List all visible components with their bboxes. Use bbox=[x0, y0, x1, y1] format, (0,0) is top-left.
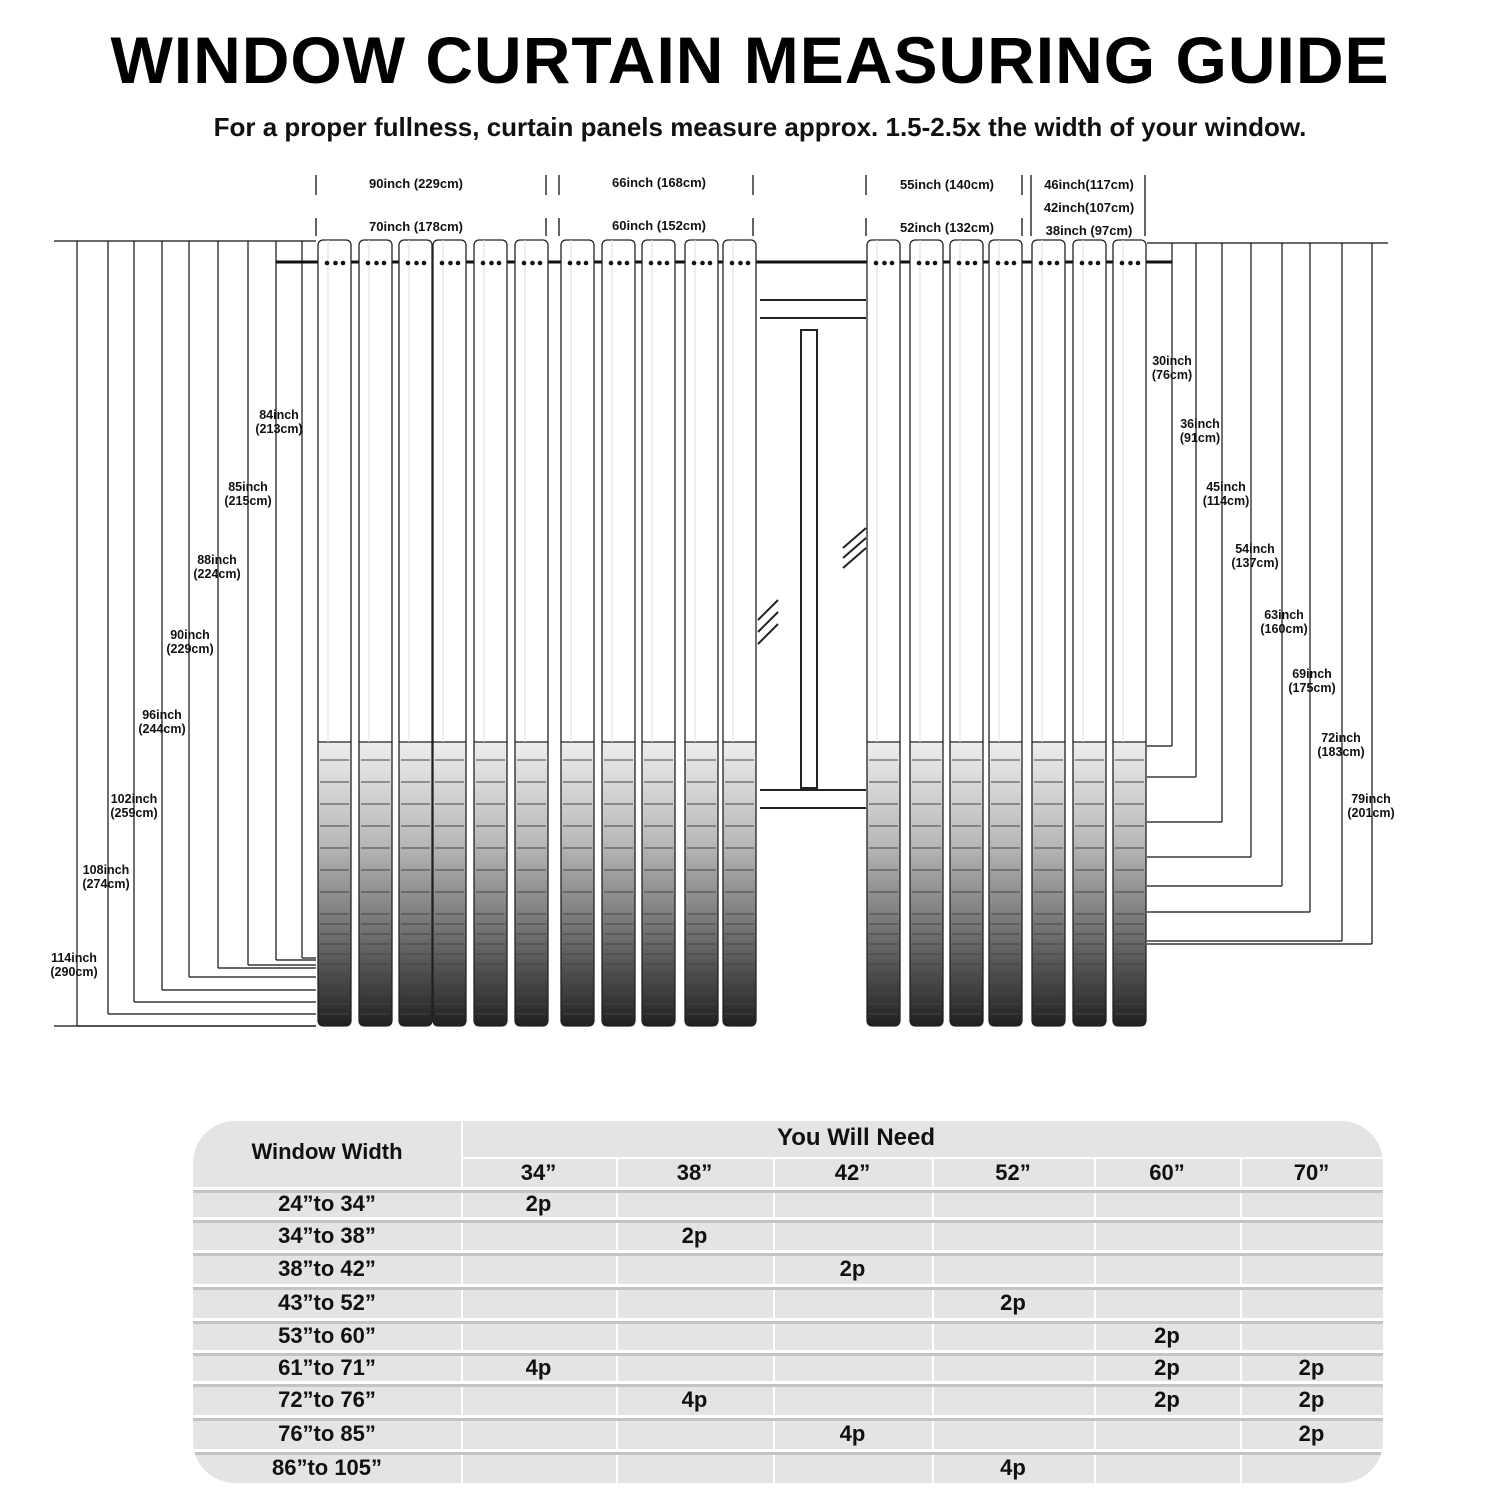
grommet-icon bbox=[538, 261, 543, 266]
length-label-cm: (215cm) bbox=[224, 494, 272, 508]
length-label-inch: 108inch bbox=[82, 863, 130, 877]
grommet-icon bbox=[374, 261, 379, 266]
curtain-panels bbox=[318, 240, 1146, 1026]
grommet-icon bbox=[933, 261, 938, 266]
table-cell-value: 2p bbox=[1298, 1387, 1325, 1412]
table-cell-value: 2p bbox=[1154, 1323, 1180, 1348]
table-cell-value: 2p bbox=[1298, 1421, 1325, 1446]
grommet-icon bbox=[609, 261, 614, 266]
grommet-icon bbox=[422, 261, 427, 266]
grommet-icon bbox=[917, 261, 922, 266]
width-label-70: 70inch (178cm) bbox=[369, 219, 463, 234]
table-row-label: 61”to 71” bbox=[278, 1355, 376, 1380]
table-column-header: 70” bbox=[1293, 1160, 1330, 1185]
table-cell-value: 4p bbox=[681, 1387, 708, 1412]
grommet-icon bbox=[1128, 261, 1133, 266]
curtain-panel bbox=[1113, 240, 1146, 1026]
length-label-inch: 90inch bbox=[170, 628, 210, 642]
width-label-38: 38inch (97cm) bbox=[1045, 223, 1133, 238]
grommet-icon bbox=[617, 261, 622, 266]
curtain-panel bbox=[399, 240, 432, 1026]
curtain-panel bbox=[1073, 240, 1106, 1026]
table-divider bbox=[461, 1157, 1383, 1159]
table-column-header: 34” bbox=[520, 1160, 557, 1185]
grommet-icon bbox=[1120, 261, 1125, 266]
grommet-icon bbox=[1004, 261, 1009, 266]
grommet-icon bbox=[1047, 261, 1052, 266]
grommet-icon bbox=[568, 261, 573, 266]
curtain-panel bbox=[561, 240, 594, 1026]
curtain-panel bbox=[474, 240, 507, 1026]
length-label-inch: 54inch bbox=[1235, 542, 1275, 556]
grommet-icon bbox=[440, 261, 445, 266]
grommet-icon bbox=[489, 261, 494, 266]
length-label-inch: 96inch bbox=[142, 708, 182, 722]
curtain-panel bbox=[989, 240, 1022, 1026]
curtain-panel bbox=[642, 240, 675, 1026]
grommet-icon bbox=[692, 261, 697, 266]
length-label-cm: (137cm) bbox=[1231, 556, 1279, 570]
grommet-icon bbox=[730, 261, 735, 266]
grommet-icon bbox=[341, 261, 346, 266]
table-column-header: 38” bbox=[676, 1160, 713, 1185]
width-label-66: 66inch (168cm) bbox=[612, 175, 706, 190]
grommet-icon bbox=[1096, 261, 1101, 266]
grommet-icon bbox=[333, 261, 338, 266]
curtain-diagram bbox=[0, 160, 1500, 1060]
grommet-icon bbox=[497, 261, 502, 266]
grommet-icon bbox=[414, 261, 419, 266]
grommet-icon bbox=[700, 261, 705, 266]
table-row-label: 76”to 85” bbox=[278, 1421, 376, 1446]
width-label-46: 46inch(117cm) bbox=[1044, 177, 1134, 192]
grommet-icon bbox=[738, 261, 743, 266]
length-label-inch: 72inch bbox=[1321, 731, 1361, 745]
width-label-55: 55inch (140cm) bbox=[900, 177, 994, 192]
table-cell-value: 4p bbox=[1000, 1455, 1026, 1480]
grommet-icon bbox=[584, 261, 589, 266]
grommet-icon bbox=[481, 261, 486, 266]
page-title: WINDOW CURTAIN MEASURING GUIDE bbox=[110, 23, 1390, 97]
length-label-inch: 63inch bbox=[1264, 608, 1304, 622]
length-label-cm: (91cm) bbox=[1179, 431, 1221, 445]
length-label-cm: (244cm) bbox=[138, 722, 186, 736]
length-label-inch: 36inch bbox=[1180, 417, 1220, 431]
table-cell-value: 4p bbox=[839, 1421, 866, 1446]
left-length-lines bbox=[50, 241, 316, 1026]
curtain-panel bbox=[867, 240, 900, 1026]
table-row-label: 34”to 38” bbox=[278, 1223, 376, 1248]
grommet-icon bbox=[874, 261, 879, 266]
table-column-header: 60” bbox=[1149, 1160, 1185, 1185]
table-cell-value: 2p bbox=[1154, 1387, 1180, 1412]
length-label-inch: 102inch bbox=[110, 792, 158, 806]
grommet-icon bbox=[325, 261, 330, 266]
table-cell-value: 2p bbox=[681, 1223, 708, 1248]
length-label-inch: 84inch bbox=[259, 408, 299, 422]
curtain-panel bbox=[433, 240, 466, 1026]
window-frame bbox=[758, 300, 866, 808]
grommet-icon bbox=[665, 261, 670, 266]
grommet-icon bbox=[530, 261, 535, 266]
curtain-panel bbox=[910, 240, 943, 1026]
length-label-cm: (76cm) bbox=[1151, 368, 1193, 382]
curtain-panel bbox=[950, 240, 983, 1026]
length-label-inch: 30inch bbox=[1152, 354, 1192, 368]
grommet-icon bbox=[1039, 261, 1044, 266]
length-label-inch: 69inch bbox=[1292, 667, 1332, 681]
length-label-cm: (201cm) bbox=[1347, 806, 1395, 820]
grommet-icon bbox=[576, 261, 581, 266]
grommet-icon bbox=[882, 261, 887, 266]
grommet-icon bbox=[625, 261, 630, 266]
table-row-label: 53”to 60” bbox=[278, 1323, 376, 1348]
grommet-icon bbox=[996, 261, 1001, 266]
curtain-panel bbox=[1032, 240, 1065, 1026]
curtain-panel bbox=[723, 240, 756, 1026]
grommet-icon bbox=[708, 261, 713, 266]
length-label-inch: 88inch bbox=[197, 553, 237, 567]
grommet-icon bbox=[965, 261, 970, 266]
grommet-icon bbox=[366, 261, 371, 266]
width-label-42: 42inch(107cm) bbox=[1043, 200, 1135, 215]
grommet-icon bbox=[522, 261, 527, 266]
grommet-icon bbox=[1080, 261, 1085, 266]
table-row-label: 43”to 52” bbox=[278, 1290, 376, 1315]
grommet-icon bbox=[925, 261, 930, 266]
grommet-icon bbox=[657, 261, 662, 266]
grommet-icon bbox=[746, 261, 751, 266]
curtain-panel bbox=[359, 240, 392, 1026]
curtain-panel bbox=[515, 240, 548, 1026]
table-cell-value: 2p bbox=[525, 1191, 552, 1216]
grommet-icon bbox=[382, 261, 387, 266]
curtain-panel bbox=[602, 240, 635, 1026]
length-label-cm: (224cm) bbox=[193, 567, 241, 581]
grommet-icon bbox=[406, 261, 411, 266]
curtain-panel bbox=[685, 240, 718, 1026]
table-cell-value: 2p bbox=[1298, 1355, 1325, 1380]
length-label-inch: 114inch bbox=[51, 951, 97, 965]
right-length-lines bbox=[1147, 243, 1395, 944]
table-row-label: 86”to 105” bbox=[271, 1455, 383, 1480]
grommet-icon bbox=[1136, 261, 1141, 266]
length-label-cm: (160cm) bbox=[1260, 622, 1308, 636]
length-label-cm: (259cm) bbox=[110, 806, 158, 820]
table-cell-value: 2p bbox=[1154, 1355, 1180, 1380]
length-label-cm: (290cm) bbox=[50, 965, 98, 979]
table-row-header: Window Width bbox=[251, 1139, 403, 1164]
length-label-cm: (183cm) bbox=[1317, 745, 1365, 759]
grommet-icon bbox=[890, 261, 895, 266]
grommet-icon bbox=[973, 261, 978, 266]
table-column-header: 42” bbox=[834, 1160, 871, 1185]
grommet-icon bbox=[448, 261, 453, 266]
table-group-header: You Will Need bbox=[776, 1124, 935, 1151]
length-label-cm: (114cm) bbox=[1202, 494, 1250, 508]
length-label-cm: (229cm) bbox=[166, 642, 214, 656]
table-row-label: 38”to 42” bbox=[278, 1256, 376, 1281]
grommet-icon bbox=[456, 261, 461, 266]
width-label-52: 52inch (132cm) bbox=[900, 220, 994, 235]
width-label-60: 60inch (152cm) bbox=[612, 218, 706, 233]
grommet-icon bbox=[1055, 261, 1060, 266]
grommet-icon bbox=[1012, 261, 1017, 266]
width-label-90: 90inch (229cm) bbox=[369, 176, 463, 191]
table-row-label: 72”to 76” bbox=[278, 1387, 376, 1412]
table-cell-value: 2p bbox=[839, 1256, 866, 1281]
grommet-icon bbox=[1088, 261, 1093, 266]
grommet-icon bbox=[957, 261, 962, 266]
page-subtitle: For a proper fullness, curtain panels measure approx. 1.5-2.5x the width of your window. bbox=[213, 112, 1307, 142]
length-label-inch: 85inch bbox=[228, 480, 268, 494]
grommet-icon bbox=[649, 261, 654, 266]
sizing-table bbox=[193, 1121, 1383, 1483]
length-label-cm: (175cm) bbox=[1288, 681, 1336, 695]
length-label-inch: 45inch bbox=[1206, 480, 1246, 494]
length-label-cm: (274cm) bbox=[82, 877, 130, 891]
length-label-cm: (213cm) bbox=[255, 422, 303, 436]
table-column-header: 52” bbox=[995, 1160, 1031, 1185]
table-cell-value: 2p bbox=[1000, 1290, 1026, 1315]
curtain-panel bbox=[318, 240, 351, 1026]
length-label-inch: 79inch bbox=[1351, 792, 1391, 806]
table-row-label: 24”to 34” bbox=[278, 1191, 376, 1216]
table-cell-value: 4p bbox=[525, 1355, 552, 1380]
